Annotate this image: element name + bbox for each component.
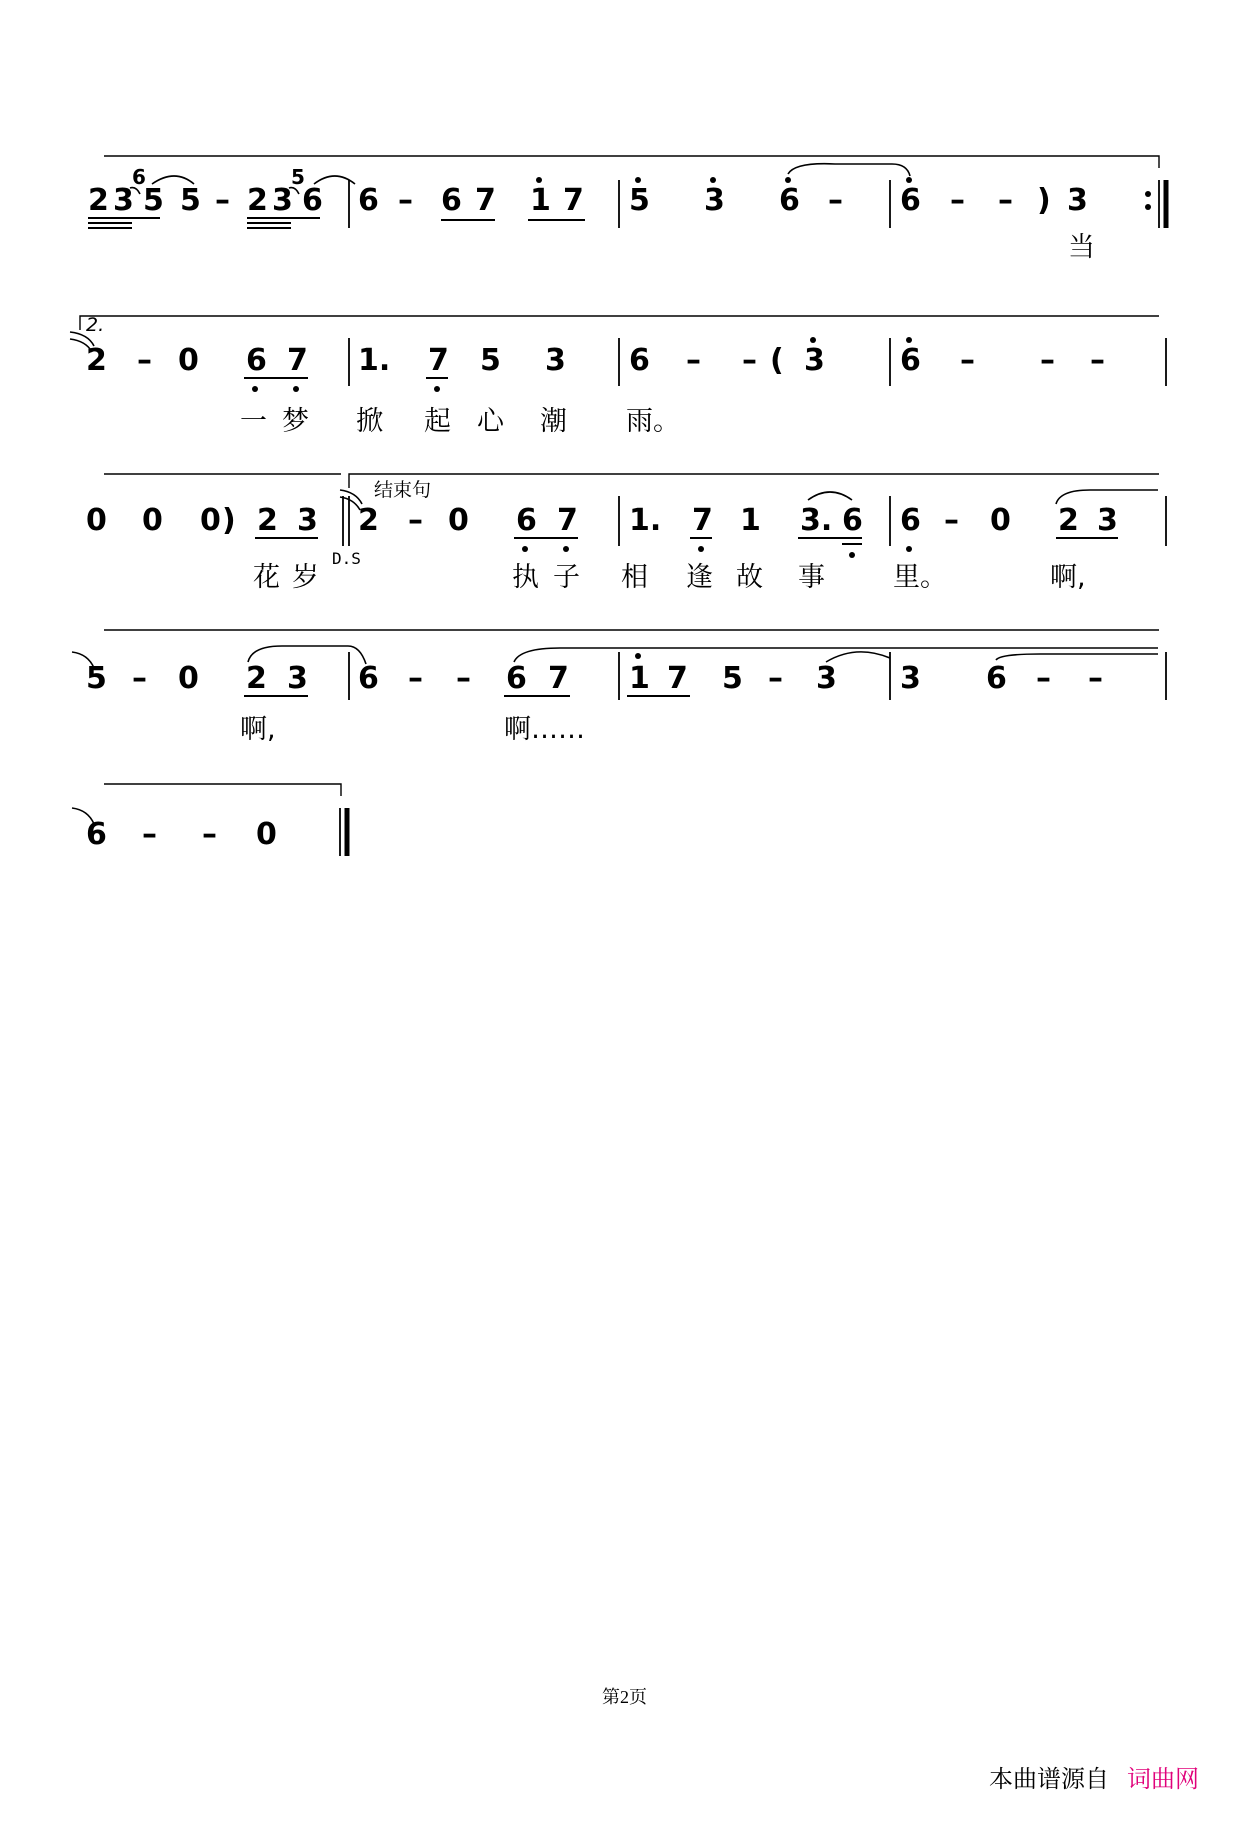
svg-text:2: 2 <box>257 503 278 538</box>
svg-text:): ) <box>1037 183 1051 218</box>
volta-2-label: 2. <box>86 314 105 336</box>
svg-text:–: – <box>950 183 965 218</box>
svg-text:6: 6 <box>246 343 267 378</box>
svg-text:7: 7 <box>548 661 569 696</box>
svg-text:6: 6 <box>441 183 462 218</box>
svg-text:6: 6 <box>779 183 800 218</box>
svg-text:7: 7 <box>692 503 713 538</box>
svg-text:–: – <box>132 661 147 696</box>
svg-text:6: 6 <box>986 661 1007 696</box>
page-number: 第2页 <box>602 1687 647 1707</box>
system-4 <box>72 630 1166 745</box>
svg-text:0: 0 <box>142 503 163 538</box>
svg-text:花: 花 <box>253 562 280 593</box>
svg-text:–: – <box>408 503 423 538</box>
svg-text:–: – <box>398 183 413 218</box>
svg-text:3: 3 <box>900 661 921 696</box>
svg-text:7: 7 <box>557 503 578 538</box>
svg-text:6: 6 <box>900 183 921 218</box>
svg-text:3: 3 <box>113 183 134 218</box>
source-credit <box>989 1759 1199 1794</box>
svg-text:2: 2 <box>246 661 267 696</box>
svg-text:5: 5 <box>722 661 743 696</box>
svg-text:6: 6 <box>516 503 537 538</box>
svg-text:6: 6 <box>132 165 146 189</box>
svg-text:–: – <box>686 343 701 378</box>
svg-text:–: – <box>944 503 959 538</box>
svg-text:掀: 掀 <box>356 406 383 437</box>
svg-text:潮: 潮 <box>540 406 567 437</box>
svg-text:0: 0 <box>256 817 277 852</box>
svg-text:5: 5 <box>291 165 305 189</box>
svg-text:3: 3 <box>704 183 725 218</box>
svg-text:5: 5 <box>86 661 107 696</box>
svg-text:6: 6 <box>358 183 379 218</box>
svg-text:0: 0 <box>200 503 221 538</box>
svg-text:岁: 岁 <box>292 562 319 593</box>
svg-text:6: 6 <box>358 661 379 696</box>
svg-text:逢: 逢 <box>686 562 713 593</box>
svg-text:0: 0 <box>86 503 107 538</box>
svg-text:啊……: 啊…… <box>504 714 585 745</box>
coda-label: 结束句 <box>374 479 432 501</box>
lyric-dang: 当 <box>1068 232 1095 263</box>
svg-text:2: 2 <box>86 343 107 378</box>
svg-text:3: 3 <box>804 343 825 378</box>
source-site-link[interactable]: 词曲网 <box>1127 1765 1199 1793</box>
system-5 <box>72 784 347 856</box>
svg-text:3: 3 <box>1067 183 1088 218</box>
svg-text:6: 6 <box>302 183 323 218</box>
svg-text:6: 6 <box>842 503 863 538</box>
svg-text:5: 5 <box>629 183 650 218</box>
svg-text:3: 3 <box>287 661 308 696</box>
svg-text:7: 7 <box>287 343 308 378</box>
svg-text:7: 7 <box>667 661 688 696</box>
svg-text:–: – <box>828 183 843 218</box>
svg-text:6: 6 <box>900 503 921 538</box>
svg-text:故: 故 <box>736 562 763 593</box>
svg-text:–: – <box>456 661 471 696</box>
svg-text:一: 一 <box>240 406 267 437</box>
svg-text:事: 事 <box>798 562 825 593</box>
svg-text:–: – <box>408 661 423 696</box>
svg-text:7: 7 <box>475 183 496 218</box>
svg-text:7: 7 <box>563 183 584 218</box>
svg-text:3: 3 <box>297 503 318 538</box>
svg-text:0: 0 <box>178 343 199 378</box>
svg-text:0: 0 <box>990 503 1011 538</box>
svg-text:2: 2 <box>88 183 109 218</box>
svg-text:(: ( <box>770 343 784 378</box>
svg-text:1: 1 <box>530 183 551 218</box>
svg-text:心: 心 <box>477 406 504 437</box>
svg-text:7: 7 <box>428 343 449 378</box>
system-1 <box>88 156 1166 263</box>
svg-text:–: – <box>742 343 757 378</box>
svg-text:0: 0 <box>448 503 469 538</box>
svg-text:–: – <box>215 183 230 218</box>
svg-text:1: 1 <box>740 503 761 538</box>
svg-text:6: 6 <box>900 343 921 378</box>
svg-text:子: 子 <box>553 562 580 593</box>
svg-text:–: – <box>1036 661 1051 696</box>
system-2 <box>70 314 1166 437</box>
svg-text:3.: 3. <box>800 503 833 538</box>
svg-text:–: – <box>1040 343 1055 378</box>
svg-text:6: 6 <box>629 343 650 378</box>
svg-text:0: 0 <box>178 661 199 696</box>
source-label: 本曲谱源自 <box>989 1765 1109 1793</box>
svg-text:2: 2 <box>1058 503 1079 538</box>
svg-text:啊,: 啊, <box>240 714 276 745</box>
svg-text:–: – <box>768 661 783 696</box>
svg-text:2: 2 <box>247 183 268 218</box>
svg-text:执: 执 <box>512 562 539 593</box>
svg-text:雨。: 雨。 <box>626 406 680 437</box>
svg-text:–: – <box>142 817 157 852</box>
svg-text:5: 5 <box>143 183 164 218</box>
svg-text:啊,: 啊, <box>1050 562 1086 593</box>
svg-text:起: 起 <box>424 406 451 437</box>
svg-text:–: – <box>998 183 1013 218</box>
svg-text:3: 3 <box>272 183 293 218</box>
svg-text:5: 5 <box>180 183 201 218</box>
svg-text:3: 3 <box>545 343 566 378</box>
svg-text:1.: 1. <box>629 503 662 538</box>
system-3 <box>86 474 1166 593</box>
svg-text:–: – <box>202 817 217 852</box>
svg-text:1: 1 <box>629 661 650 696</box>
svg-text:–: – <box>1088 661 1103 696</box>
svg-text:3: 3 <box>816 661 837 696</box>
svg-text:3: 3 <box>1097 503 1118 538</box>
svg-text:5: 5 <box>480 343 501 378</box>
svg-text:–: – <box>1090 343 1105 378</box>
svg-text:梦: 梦 <box>282 406 309 437</box>
svg-text:1.: 1. <box>358 343 391 378</box>
svg-text:里。: 里。 <box>893 562 947 593</box>
ds-mark: D.S <box>332 549 361 568</box>
svg-text:6: 6 <box>86 817 107 852</box>
svg-text:): ) <box>222 503 236 538</box>
svg-text:6: 6 <box>506 661 527 696</box>
svg-text:–: – <box>137 343 152 378</box>
svg-text:相: 相 <box>621 562 648 593</box>
svg-text:–: – <box>960 343 975 378</box>
svg-text:2: 2 <box>358 503 379 538</box>
